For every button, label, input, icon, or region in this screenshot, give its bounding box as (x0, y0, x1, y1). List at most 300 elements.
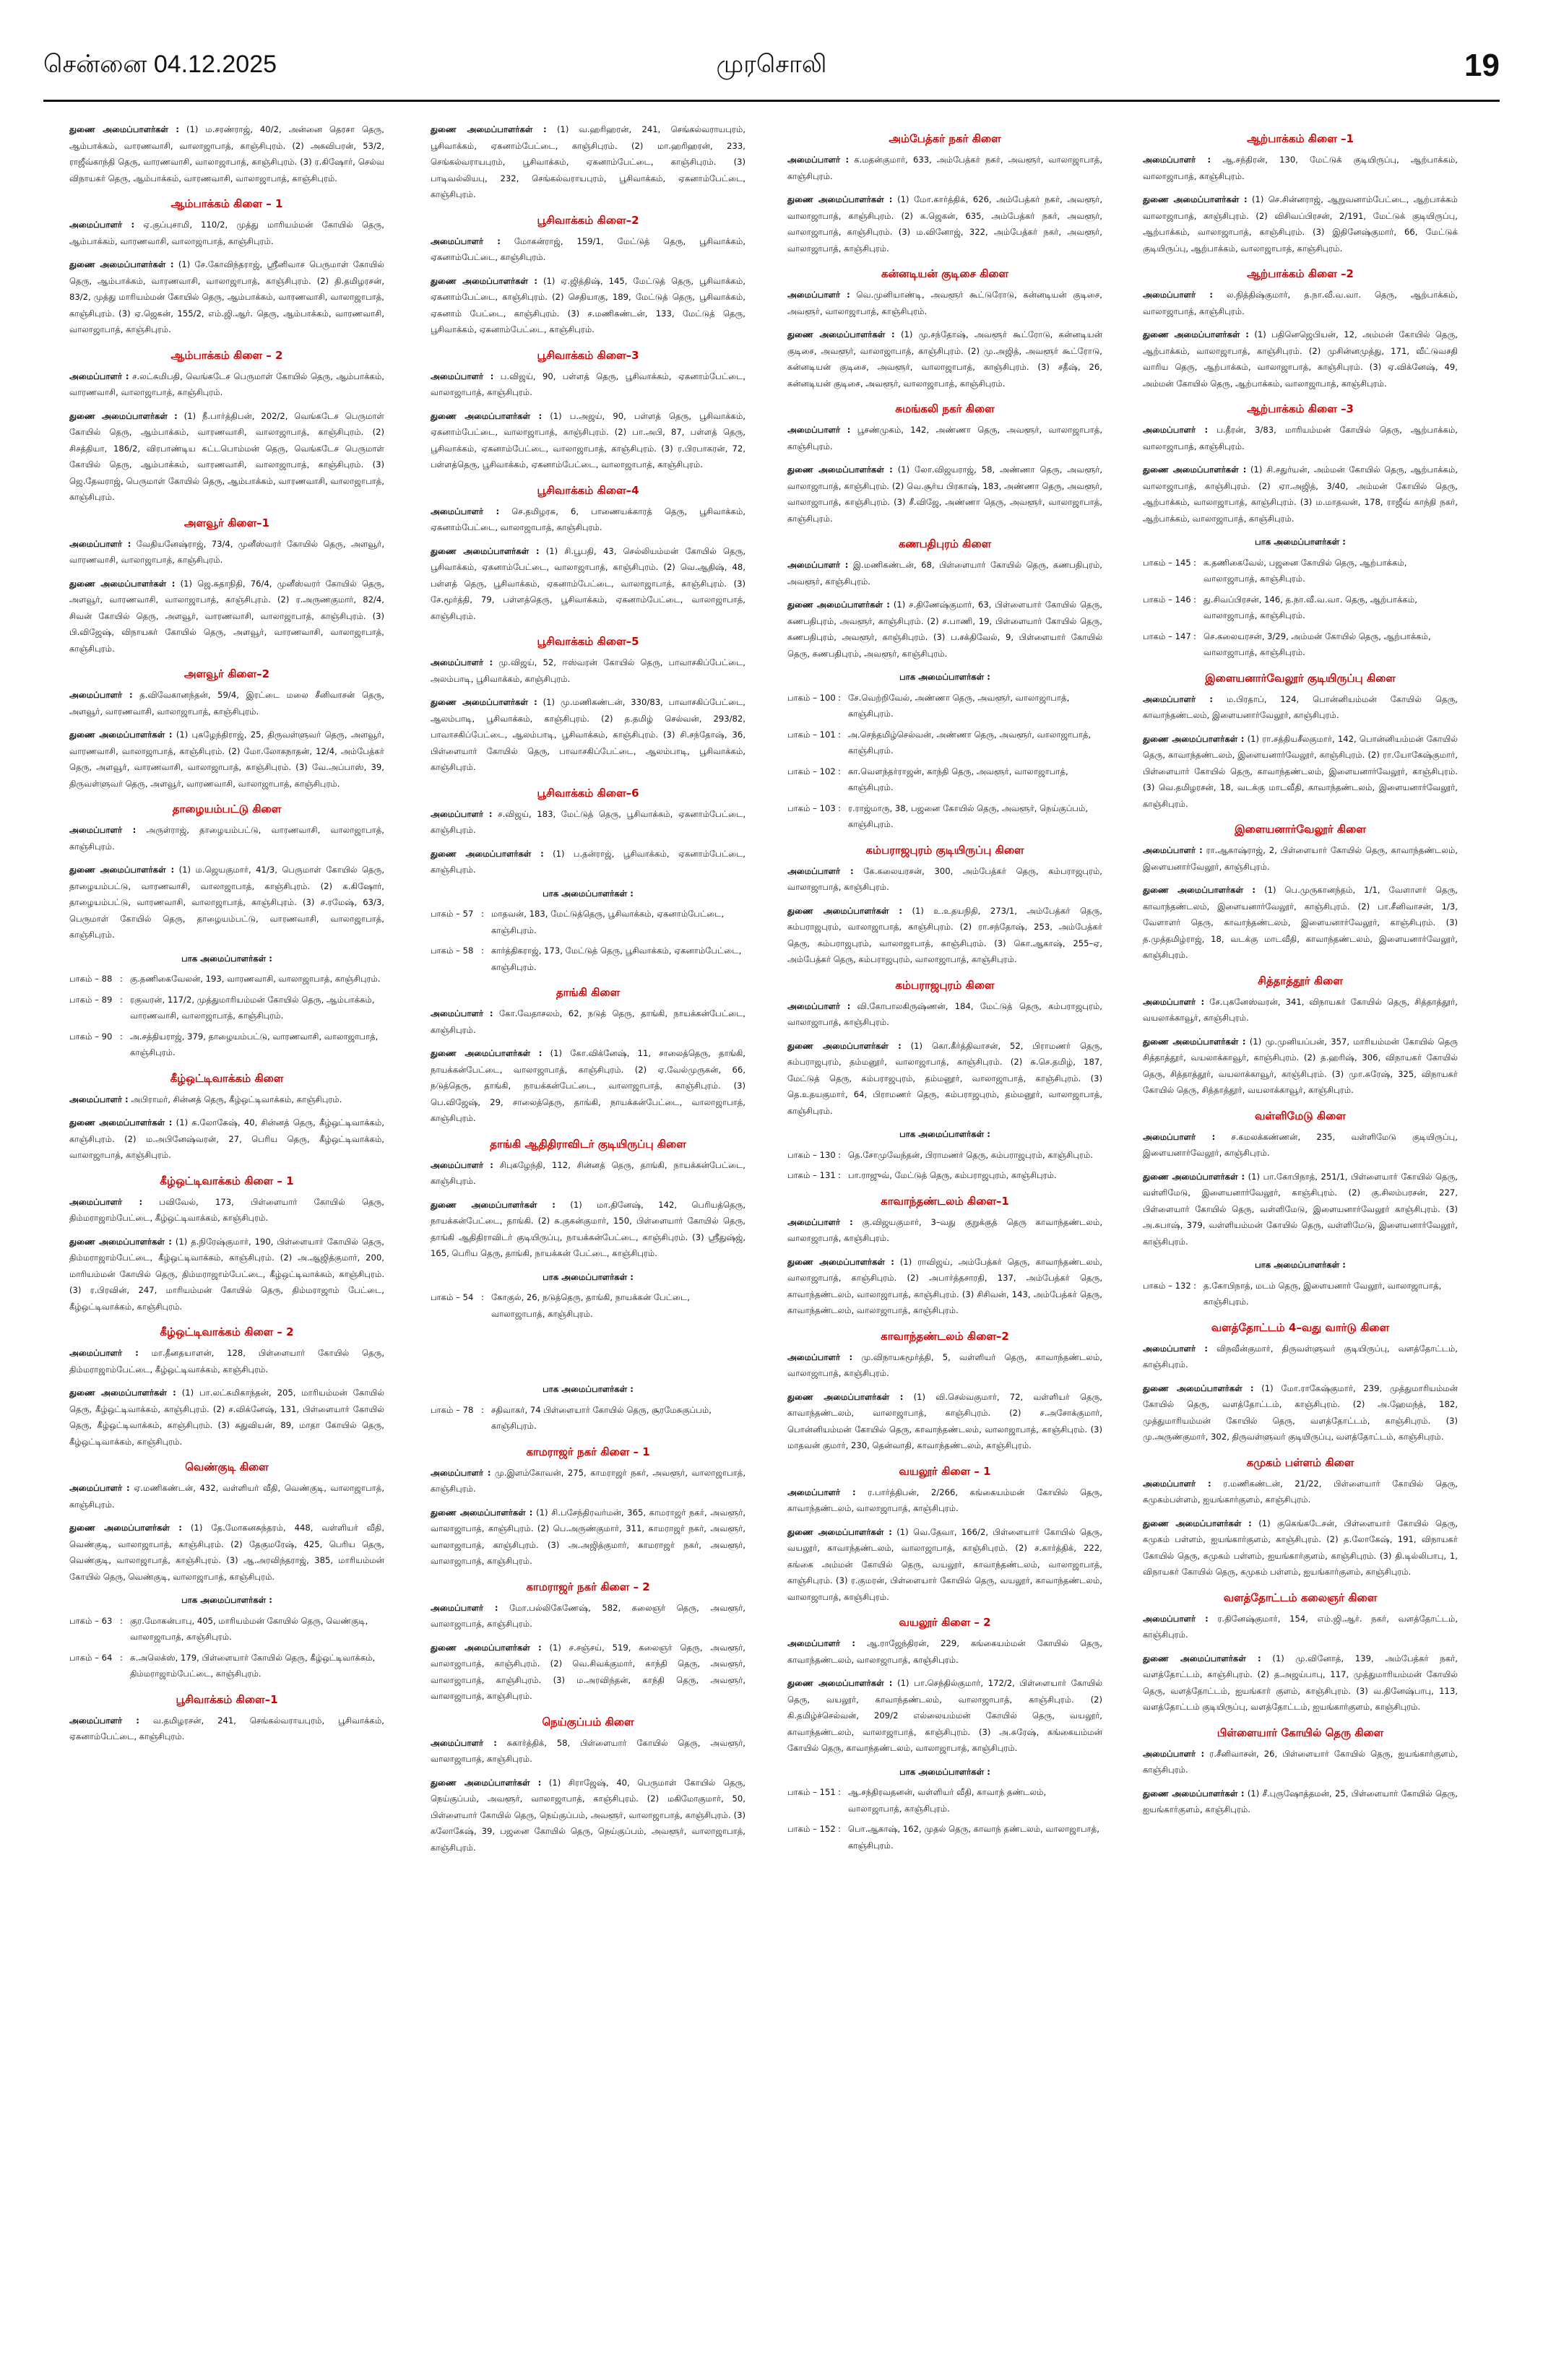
deputies-entry (1143, 191, 1458, 256)
deputies-label: துணை அமைப்பாளர்கள் : (787, 1256, 894, 1267)
part-row (69, 1613, 384, 1645)
deputies-text: (1) லோ.விஜயராஜ், 58, அண்ணா தெரு, அவளூர், வாலாஜாபாத், காஞ்சிபுரம். (2) வெ.சூர்ய பிரகாஷ், 183, அண்ணா தெரு, அவளூர், வாலாஜாபாத், காஞ்சிபுரம். (3) சீ.விஜே, அண்ணா தெரு, அவளூர், வாலாஜாபாத், காஞ்சிபுரம். (787, 464, 1102, 524)
deputies-label: துணை அமைப்பாளர்கள் : (787, 464, 893, 475)
branch-block (787, 1463, 1102, 1606)
branch-title: பூசிவாக்கம் கிளை–3 (537, 348, 639, 362)
organizer-label: அமைப்பாளர் : (431, 808, 493, 819)
part-number: பாகம் – 131 (787, 1170, 836, 1180)
deputies-text: (1) ஜெ.சுதாநிதி, 76/4, முனீஸ்வரர் கோயில் தெரு, அளவூர், வாரணவாசி, வாலாஜாபாத், காஞ்சிபுரம். (2) ர.அருணகுமார், 82/4, சிவன் கோயில் தெரு, அளவூர், வாரணவாசி, வாலாஜாபாத், காஞ்சிபுரம். (3) பி.விஜேஷ், விநாயகர் கோயில் தெரு, அளவூர், வாரணவாசி, வாலாஜாபாத், காஞ்சிபுரம். (69, 578, 384, 654)
deputies-label: துணை அமைப்பாளர்கள் : (431, 545, 540, 556)
deputies-label: துணை அமைப்பாளர்கள் : (1143, 194, 1248, 204)
deputies-entry (431, 1640, 745, 1705)
deputies-text: (1) கோ.விக்னேஷ், 11, சாலைத்தெரு, தாங்கி, நாயக்கன்பேட்டை, வாலாஜாபாத், காஞ்சிபுரம். (2) ஏ.வேல்முருகன், 66, நடுத்தெரு, தாங்கி, நாயக்கன்பேட்டை, வாலாஜாபாத், காஞ்சிபுரம். (3) பெ.விஜேஷ், 29, சாலைத்தெரு, தாங்கி, நாயக்கன்பேட்டை, வாலாஜாபாத், காஞ்சிபுரம். (431, 1048, 745, 1123)
deputies-entry (69, 576, 384, 657)
branch-block (787, 130, 1102, 256)
part-text: தெ.சோமுவேந்தன், பிராமணர் தெரு, கம்பராஜபுரம், காஞ்சிபுரம். (848, 1149, 1093, 1160)
deputies-label: துணை அமைப்பாளர்கள் : (69, 410, 178, 421)
organizer-text: மு.விஜய், 52, ஈஸ்வரன் கோயில் தெரு, பாவாசகிப்பேட்டை, அலம்பாடி, பூசிவாக்கம், காஞ்சிபுரம். (431, 657, 745, 684)
part-row (787, 690, 1102, 722)
deputies-entry (69, 1234, 384, 1315)
newspaper-name: முரசொலி (716, 51, 827, 78)
branch-block (1143, 670, 1458, 813)
part-row (1143, 1278, 1458, 1310)
deputies-text: (1) பதினெஜெபியன், 12, அம்மன் கோயில் தெரு, ஆற்பாக்கம், வாலாஜாபாத், காஞ்சிபுரம். (2) முசின்னமுத்து, 171, வீட்டுவசதி வாரிய தெரு, ஆற்பாக்கம், வாலாஜாபாத், காஞ்சிபுரம். (3) ஏ.விக்னேஷ், 49, அம்மன் கோயில் தெரு, ஆற்பாக்கம், வாலாஜாபாத், காஞ்சிபுரம். (1143, 329, 1458, 389)
deputies-entry (431, 408, 745, 473)
part-organizers-heading: பாக அமைப்பாளர்கள் : (543, 1271, 634, 1282)
deputies-text: (1) பெ.முருகானந்தம், 1/1, வேளாளர் தெரு, காவாந்தண்டலம், இளையனார்வேலூர், காஞ்சிபுரம். (2) பா.சீனிவாசன், 1/3, வேளாளர் தெரு, காவாந்தண்டலம், இளையனார்வேலூர், காஞ்சிபுரம். (3) த.முத்தமிழ்ராஜ், 18, வடக்கு மாடவீதி, காவாந்தண்டலம், இளையனார்வேலூர், காஞ்சிபுரம். (1143, 885, 1458, 960)
deputies-entry (787, 597, 1102, 662)
organizer-entry (69, 822, 384, 854)
part-text: கு.தணிகைவேலன், 193, வாரணவாசி, வாலாஜாபாத், காஞ்சிபுரம். (130, 974, 381, 984)
part-number: பாகம் – 130 (787, 1149, 836, 1160)
deputies-entry (787, 462, 1102, 527)
deputies-label: துணை அமைப்பாளர்கள் : (1143, 1788, 1245, 1799)
part-organizers-heading: பாக அமைப்பாளர்கள் : (1255, 537, 1346, 547)
part-row (431, 1289, 745, 1322)
part-row (787, 1147, 1102, 1164)
part-colon: : (838, 1170, 841, 1180)
organizer-text: ஏ.குப்புசாமி, 110/2, முத்து மாரியம்மன் கோயில் தெரு, ஆம்பாக்கம், வாரணவாசி, வாலாஜாபாத், காஞ்சிபுரம். (69, 220, 384, 246)
branch-block (431, 1713, 745, 1856)
branch-block (69, 1458, 384, 1682)
header-rule (43, 100, 1500, 102)
branch-title: கீழ்ஒட்டிவாக்கம் கிளை (170, 1071, 284, 1085)
organizer-text: விநவீன்குமார், திருவள்ளுவர் குடியிருப்பு, வளத்தோட்டம், காஞ்சிபுரம். (1143, 1343, 1458, 1369)
organizer-label: அமைப்பாளர் : (69, 1094, 129, 1104)
part-colon: : (1193, 1280, 1196, 1291)
deputies-entry (787, 326, 1102, 391)
organizer-label: அமைப்பாளர் : (69, 1715, 139, 1726)
deputies-entry (1143, 462, 1458, 527)
branch-block (431, 482, 745, 625)
deputies-entry (1143, 1786, 1458, 1818)
part-text: பா.ராஜுவ், மேட்டுத் தெரு, கம்பராஜபுரம், காஞ்சிபுரம். (848, 1170, 1057, 1180)
organizer-entry (787, 863, 1102, 896)
part-colon: : (838, 1149, 841, 1160)
deputies-text: (1) க.லோகேஷ், 40, சின்னத் தெரு, கீழ்ஒட்டிவாக்கம், காஞ்சிபுரம். (2) ம.அபினேஷ்வரன், 27, பெரிய தெரு, கீழ்ஒட்டிவாக்கம், வாலாஜாபாத், காஞ்சிபுரம். (69, 1117, 384, 1160)
deputies-label: துணை அமைப்பாளர்கள் : (69, 730, 173, 740)
branch-title: வள்ளிமேடு கிளை (1255, 1109, 1346, 1122)
part-number: பாகம் – 54 (431, 1292, 474, 1302)
part-number: பாகம் – 88 (69, 974, 113, 984)
deputies-label: துணை அமைப்பாளர்கள் : (431, 1777, 542, 1788)
deputies-text: (1) மா.தினேஷ், 142, பெரியத்தெரு, நாயக்கன்பேட்டை, தாங்கி. (2) சு.குகன்குமார், 150, பிள்ளையார் கோயில் தெரு, தாங்கி ஆதிதிராவிடர் குடியிருப்பு, நாயக்கன்பேட்டை, காஞ்சிபுரம். (3) ஸ்ரீதுஷ்ஜ், 165, பெரிய தெரு, தாங்கி, நாயக்கன் பேட்டை, காஞ்சிபுரம். (431, 1199, 745, 1258)
organizer-label: அமைப்பாளர் : (69, 1483, 130, 1493)
deputies-label: துணை அமைப்பாளர்கள் : (431, 410, 543, 421)
organizer-entry (431, 1600, 745, 1632)
deputies-label: துணை அமைப்பாளர்கள் : (1143, 1171, 1245, 1182)
organizer-entry (1143, 287, 1458, 319)
branch-title: கீழ்ஒட்டிவாக்கம் கிளை – 1 (160, 1174, 294, 1187)
part-colon: : (838, 1824, 841, 1834)
part-row (1143, 628, 1458, 661)
organizer-label: அமைப்பாளர் : (787, 1487, 856, 1497)
branch-title: கம்பராஜபுரம் குடியிருப்பு கிளை (865, 843, 1024, 857)
branch-block (431, 633, 745, 776)
branch-title: பூசிவாக்கம் கிளை–5 (537, 635, 639, 648)
organizer-text: சிபுகழேந்தி, 112, சின்னத் தெரு, தாங்கி, நாயக்கன்பேட்டை, காஞ்சிபுரம். (431, 1159, 745, 1186)
branch-title: ஆம்பாக்கம் கிளை – 1 (170, 197, 283, 210)
branch-block (69, 665, 384, 792)
organizer-label: அமைப்பாளர் : (69, 220, 135, 230)
part-number: பாகம் – 64 (69, 1652, 113, 1663)
deputies-entry (1143, 1650, 1458, 1715)
deputies-label: துணை அமைப்பாளர்கள் : (431, 275, 537, 286)
branch-block (787, 841, 1102, 968)
deputies-text: (1) புகழேந்திராஜ், 25, திருவள்ளுவர் தெரு, அளவூர், வாரணவாசி, வாலாஜாபாத், காஞ்சிபுரம். (2) மோ.லோகநாதன், 12/4, அம்பேத்கர் தெரு, அளவூர், வாரணவாசி, வாலாஜாபாத், காஞ்சிபுரம். (3) வே.அப்பாஸ், 39, திருவள்ளுவர் தெரு, அளவூர், வாரணவாசி, வாலாஜாபாத், காஞ்சிபுரம். (69, 730, 384, 789)
branch-title: பூசிவாக்கம் கிளை–2 (537, 213, 639, 227)
branch-title: பிள்ளையார் கோயில் தெரு கிளை (1216, 1726, 1384, 1739)
deputies-text: (1) ரா.சத்தியசீலகுமார், 142, பொன்னியம்மன் கோயில் தெரு, காவாந்தண்டலம், இளையனார்வேலூர், காஞ்சிபுரம். (2) ரா.யோகேஷ்குமார், பிள்ளையார் கோயில் தெரு, காவாந்தண்டலம், இளையனார்வேலூர், காஞ்சிபுரம். (3) வெ.தமிழரசன், 18, வடக்கு மாடவீதி, காவாந்தண்டலம், இளையனார்வேலூர், காஞ்சிபுரம். (1143, 733, 1458, 809)
part-number: பாகம் – 145 (1143, 557, 1191, 568)
branch-block (431, 121, 745, 203)
branch-title: கமுகம் பள்ளம் கிளை (1246, 1455, 1354, 1469)
organizer-entry (1143, 1476, 1458, 1508)
organizer-entry (69, 217, 384, 249)
part-text: அ.சத்தியராஜ், 379, தாழையம்பட்டு, வாரணவாசி, வாலாஜாபாத், காஞ்சிபுரம். (130, 1031, 379, 1057)
deputies-text: (1) ம.ஜெயகுமார், 41/3, பெருமாள் கோயில் தெரு, தாழையம்பட்டு, வாரணவாசி, வாலாஜாபாத், காஞ்சிபுரம். (2) க.கிஷோர், தாழையம்பட்டு, வாரணவாசி, வாலாஜாபாத், காஞ்சிபுரம். (3) ச.ரமேஷ், 63/3, பெருமாள் கோயில் தெரு, தாழையம்பட்டு, வாரணவாசி, வாலாஜாபாத், காஞ்சிபுரம். (69, 865, 384, 940)
branch-block (431, 212, 745, 338)
branch-title: சித்தாத்தூர் கிளை (1258, 974, 1343, 987)
part-number: பாகம் – 57 (431, 909, 474, 919)
deputies-label: துணை அமைப்பாளர்கள் : (431, 848, 544, 859)
organizer-label: அமைப்பாளர் : (1143, 693, 1213, 704)
deputies-label: துணை அமைப்பாளர்கள் : (69, 1388, 176, 1398)
organizer-text: கோ.வேதாசலம், 62, நடுத் தெரு, தாங்கி, நாயக்கன்பேட்டை, காஞ்சிபுரம். (431, 1008, 745, 1035)
organizer-text: மு.விநாயகமூர்த்தி, 5, வள்ளியர் தெரு, காவாந்தண்டலம், வாலாஜாபாத், காஞ்சிபுரம். (787, 1351, 1102, 1378)
deputies-text: (1) சிராஜேஷ், 40, பெருமாள் கோயில் தெரு, நெய்குப்பம், அவளூர், வாலாஜாபாத், காஞ்சிபுரம். (2) மகிமோகுமார், 50, பிள்ளையார் கோயில் தெரு, நெய்குப்பம், அவளூர், வாலாஜாபாத், காஞ்சிபுரம். (3) கலோகேஷ், 39, பஜனை கோயில் தெரு, நெய்குப்பம், அவளூர், வாலாஜாபாத், காஞ்சிபுரம். (431, 1777, 745, 1853)
organizer-text: செ.தமிழரசு, 6, பாணையக்காரத் தெரு, பூசிவாக்கம், ஏகனாம்பேட்டை, வாலாஜாபாத், காஞ்சிபுரம். (431, 506, 745, 532)
part-colon: : (481, 909, 484, 919)
organizer-text: மு.இளம்கோவன், 275, காமராஜர் நகர், அவளூர், வாலாஜாபாத், காஞ்சிபுரம். (431, 1467, 745, 1494)
deputies-text: (1) வ.ஹரிஹரன், 241, செங்கல்வராயபுரம், பூசிவாக்கம், ஏகனாம்பேட்டை, காஞ்சிபுரம். (2) மா.ஹரிஹரன், 233, செங்கல்வராயபுரம், பூசிவாக்கம், ஏகனாம்பேட்டை, காஞ்சிபுரம். (3) பாடிவல்லியபு, 232, செங்கல்வராயபுரம், பூசிவாக்கம், ஏகனாம்பேட்டை, காஞ்சிபுரம். (431, 124, 745, 199)
part-row (1143, 592, 1458, 624)
branch-title: பூசிவாக்கம் கிளை–6 (537, 786, 639, 800)
part-row (431, 943, 745, 975)
part-number: பாகம் – 151 (787, 1787, 836, 1797)
organizer-entry (1143, 842, 1458, 875)
part-row (69, 992, 384, 1024)
organizer-label: அமைப்பாளர் : (431, 1737, 497, 1748)
part-number: பாகம் – 90 (69, 1031, 113, 1042)
organizer-text: மோ.பல்லிகேணேஷ், 582, கலைஞர் தெரு, அவளூர், வாலாஜாபாத், காஞ்சிபுரம். (431, 1602, 745, 1629)
organizer-entry (787, 1214, 1102, 1247)
branch-block (431, 984, 745, 1127)
branch-block (431, 784, 745, 976)
part-colon: : (120, 1652, 123, 1663)
branch-block (1143, 1319, 1458, 1445)
deputies-text: (1) மு.மணிகண்டன், 330/83, பாவாசகிப்பேட்டை, ஆலம்பாடி, பூசிவாக்கம், காஞ்சிபுரம். (2) த.தமிழ் செல்வன், 293/82, பாவாசகிப்பேட்டை, ஆலம்பாடி, பூசிவாக்கம், காஞ்சிபுரம். (3) சி.சந்தோஷ், 36, பிள்ளையார் கோயில் தெரு, பாவாசகிப்பேட்டை, ஆலம்பாடி, பூசிவாக்கம், காஞ்சிபுரம். (431, 697, 745, 772)
deputies-label: துணை அமைப்பாளர்கள் : (69, 1523, 182, 1533)
deputies-entry (431, 694, 745, 776)
branch-block (787, 1193, 1102, 1319)
part-text: மாதவன், 183, மேட்டுத்தெரு, பூசிவாக்கம், ஏகனாம்பேட்டை, காஞ்சிபுரம். (491, 909, 725, 935)
organizer-entry (1143, 1611, 1458, 1643)
branch-title: ஆம்பாக்கம் கிளை – 2 (170, 348, 283, 362)
column-1 (69, 121, 384, 2353)
deputies-text: (1) ப.தன்ராஜ், பூசிவாக்கம், ஏகனாம்பேட்டை, காஞ்சிபுரம். (431, 848, 745, 875)
organizer-label: அமைப்பாளர் : (787, 1000, 851, 1011)
organizer-text: ர.பார்த்திபன், 2/266, கங்கையம்மன் கோயில் தெரு, காவாந்தண்டலம், வாலாஜாபாத், காஞ்சிபுரம். (787, 1487, 1102, 1513)
organizer-entry (69, 1091, 384, 1108)
part-colon: : (481, 1404, 484, 1415)
organizer-label: அமைப்பாளர் : (69, 538, 131, 549)
deputies-label: துணை அமைப்பாளர்கள் : (787, 1678, 893, 1688)
organizer-text: பூசண்முகம், 142, அண்ணா தெரு, அவளூர், வாலாஜாபாத், காஞ்சிபுரம். (787, 425, 1102, 451)
branch-title: வெண்குடி கிளை (185, 1461, 269, 1474)
branch-block (69, 1070, 384, 1164)
part-number: பாகம் – 152 (787, 1824, 836, 1834)
branch-block (1143, 1589, 1458, 1715)
deputies-entry (1143, 1034, 1458, 1099)
part-row (787, 800, 1102, 833)
deputies-entry (69, 1385, 384, 1450)
deputies-text: (1) வெ.தேவா, 166/2, பிள்ளையார் கோயில் தெரு, வயலூர், காவாந்தண்டலம், வாலாஜாபாத், காஞ்சிபுரம். (2) ச.கார்த்திக், 222, கங்கை அம்மன் கோயில் தெரு, வயலூர், காவாந்தண்டலம், வாலாஜாபாத், காஞ்சிபுரம். (3) ர.குமரன், பிள்ளையார் கோயில் தெரு, வயலூர், காவாந்தண்டலம், வாலாஜாபாத், காஞ்சிபுரம். (787, 1526, 1102, 1602)
organizer-label: அமைப்பாளர் : (787, 560, 849, 570)
branch-title: பூசிவாக்கம் கிளை–4 (537, 483, 639, 497)
deputies-entry (1143, 1169, 1458, 1250)
part-row (431, 906, 745, 938)
deputies-label: துணை அமைப்பாளர்கள் : (69, 124, 179, 134)
organizer-label: அமைப்பாளர் : (787, 1638, 855, 1648)
branch-block (1143, 130, 1458, 256)
branch-block (787, 400, 1102, 527)
part-number: பாகம் – 101 (787, 729, 836, 740)
organizer-text: ச.லட்சுமிபதி, வெங்கடேச பெருமாள் கோயில் தெரு, ஆம்பாக்கம், வாரணவாசி, வாலாஜாபாத், காஞ்சிபுரம். (69, 371, 384, 397)
deputies-entry (431, 1045, 745, 1127)
organizer-text: பவிவேல், 173, பிள்ளையார் கோயில் தெரு, திம்மராஜாம்பேட்டை, கீழ்ஒட்டிவாக்கம், காஞ்சிபுரம். (69, 1196, 384, 1223)
branch-title: சுமங்கலி நகர் கிளை (895, 402, 995, 415)
branch-block (69, 195, 384, 338)
deputies-text: (1) த.நிரேஷ்குமார், 190, பிள்ளையார் கோயில் தெரு, திம்மராஜாம்பேட்டை, கீழ்ஒட்டிவாக்கம், காஞ்சிபுரம். (2) அ.ஆஜித்குமார், 200, மாரியம்மன் கோயில் தெரு, திம்மராஜாம்பேட்டை, கீழ்ஒட்டிவாக்கம், காஞ்சிபுரம். (3) ர.பிரவின், 247, மாரியம்மன் கோயில் தெரு, திம்மராஜாம் பேட்டை, கீழ்ஒட்டிவாக்கம், காஞ்சிபுரம். (69, 1236, 384, 1312)
organizer-label: அமைப்பாளர் : (1143, 1131, 1216, 1142)
part-organizers-heading: பாக அமைப்பாளர்கள் : (899, 672, 990, 682)
organizer-text: கு.விஜயகுமார், 3–வது குறுக்குத் தெரு காவாந்தண்டலம், வாலாஜாபாத், காஞ்சிபுரம். (787, 1216, 1102, 1243)
part-number: பாகம் – 58 (431, 945, 474, 956)
branch-block (787, 1614, 1102, 1853)
organizer-entry (787, 998, 1102, 1031)
part-row (69, 971, 384, 987)
organizer-label: அமைப்பாளர் : (431, 1467, 491, 1478)
deputies-label: துணை அமைப்பாளர்கள் : (1143, 733, 1245, 744)
masthead (43, 48, 1500, 94)
part-number: பாகம் – 103 (787, 802, 836, 813)
part-number: பாகம் – 89 (69, 994, 113, 1005)
deputies-entry (69, 1520, 384, 1585)
deputies-text: (1) மோ.ராகேஷ்குமார், 239, முத்துமாரியம்மன் கோயில் தெரு, வளத்தோட்டம், காஞ்சிபுரம். (2) அ.ஹேமந்த், 182, முத்துமாரியம்மன் கோயில் தெரு, வளத்தோட்டம், காஞ்சிபுரம். (3) மு.அருண்குமார், 302, திருவள்ளுவர் குடியிருப்பு, வளத்தோட்டம், காஞ்சிபுரம். (1143, 1382, 1458, 1442)
part-row (787, 1784, 1102, 1817)
organizer-label: அமைப்பாளர் : (787, 865, 854, 876)
branch-title: வளத்தோட்டம் 4–வது வார்டு கிளை (1211, 1320, 1390, 1334)
deputies-label: துணை அமைப்பாளர்கள் : (69, 1236, 172, 1247)
organizer-label: அமைப்பாளர் : (787, 1216, 853, 1227)
column-3 (787, 121, 1102, 2353)
organizer-entry (69, 687, 384, 719)
part-text: கா.வெளந்தர்ராஜன், காந்தி தெரு, அவளூர், வாலாஜாபாத், காஞ்சிபுரம். (848, 766, 1068, 792)
organizer-label: அமைப்பாளர் : (1143, 155, 1211, 165)
deputies-label: துணை அமைப்பாளர்கள் : (787, 1526, 892, 1537)
organizer-label: அமைப்பாளர் : (1143, 996, 1205, 1007)
organizer-text: ச.கமலக்கண்ணன், 235, வள்ளிமேடு குடியிருப்பு, இளையனார்வேலூர், காஞ்சிபுரம். (1143, 1131, 1458, 1158)
deputies-entry (1143, 1515, 1458, 1580)
deputies-entry (69, 408, 384, 506)
organizer-label: அமைப்பாளர் : (431, 506, 500, 516)
deputies-label: துணை அமைப்பாளர்கள் : (69, 578, 176, 589)
deputies-entry (1143, 882, 1458, 964)
organizer-label: அமைப்பாளர் : (431, 1159, 493, 1170)
part-text: த.கோபிநாத், மடம் தெரு, இளையனார் வேலூர், வாலாஜாபாத், காஞ்சிபுரம். (1203, 1280, 1442, 1307)
issue-date: சென்னை 04.12.2025 (43, 51, 277, 78)
part-row (69, 1650, 384, 1682)
organizer-entry (1143, 152, 1458, 184)
deputies-entry (1143, 731, 1458, 813)
organizer-label: அமைப்பாளர் : (69, 825, 137, 835)
organizer-entry (69, 536, 384, 568)
part-colon: : (120, 974, 123, 984)
organizer-entry (1143, 1129, 1458, 1161)
deputies-entry (69, 862, 384, 943)
deputies-label: துணை அமைப்பாளர்கள் : (1143, 1653, 1261, 1663)
deputies-text: (1) ஏ.ஜித்திஷ், 145, மேட்டுத் தெரு, பூசிவாக்கம், ஏகனாம்பேட்டை, காஞ்சிபுரம். (2) செதியாகு, 189, மேட்டுத் தெரு, பூசிவாக்கம், ஏகனாம் பேட்டை, காஞ்சிபுரம். (3) ச.மணிகண்டன், 133, மேட்டுத் தெரு, பூசிவாக்கம், ஏகனாம்பேட்டை, காஞ்சிபுரம். (431, 275, 745, 334)
part-text: து.சிவப்பிரசன், 146, த.நா.வீ.வ.வா. தெரு, ஆற்பாக்கம், வாலாஜாபாத், காஞ்சிபுரம். (1203, 594, 1417, 620)
branch-title: அளவூர் கிளை–2 (183, 667, 270, 680)
branch-block (69, 347, 384, 506)
branch-title: தாங்கி கிளை (556, 986, 621, 999)
organizer-label: அமைப்பாளர் : (1143, 290, 1213, 300)
part-organizers-heading: பாக அமைப்பாளர்கள் : (181, 953, 272, 964)
deputies-label: துணை அமைப்பாளர்கள் : (69, 865, 175, 875)
part-colon: : (120, 1615, 123, 1626)
deputies-label: துணை அமைப்பாளர்கள் : (787, 600, 890, 610)
column-4 (1143, 121, 1458, 2353)
deputies-label: துணை அமைப்பாளர்கள் : (787, 1391, 904, 1402)
deputies-entry (69, 256, 384, 338)
part-text: சு.அலெக்ஸ், 179, பிள்ளையார் கோயில் தெரு, கீழ்ஒட்டிவாக்கம், திம்மராஜாம்பேட்டை, காஞ்சிபுரம். (130, 1652, 376, 1679)
branch-block (787, 265, 1102, 391)
organizer-entry (431, 1465, 745, 1497)
branch-block (69, 1691, 384, 1745)
organizer-label: அமைப்பாளர் : (69, 371, 129, 381)
deputies-text: (1) ம.சரண்ராஜ், 40/2, அன்னை தெரசா தெரு, ஆம்பாக்கம், வாரணவாசி, வாலாஜாபாத், காஞ்சிபுரம். (2) அகவிபரன், 53/2, ராஜீவ்காந்தி தெரு, வாரணவாசி, வாலாஜாபாத், காஞ்சிபுரம். (3) ர.கிஷோர், செல்வ விநாயகர் தெரு, ஆம்பாக்கம், வாரணவாசி, வாலாஜாபாத், காஞ்சிபுரம். (69, 124, 384, 183)
deputies-text: (1) உ.உதயநிதி, 273/1, அம்பேத்கர் தெரு, கம்பராஜபுரம், வாலாஜாபாத், காஞ்சிபுரம். (2) ரா.சந்தோஷ், 253, அம்பேத்கர் தெரு, கம்பராஜபுரம், வாலாஜாபாத், காஞ்சிபுரம். (3) கொ.ஆகாஷ், 255–ஏ, அம்பேத்கர் தெரு, கம்பராஜபுரம், வாலாஜாபாத், காஞ்சிபுரம். (787, 905, 1102, 964)
part-organizers-heading: பாக அமைப்பாளர்கள் : (181, 1595, 272, 1605)
spacer (431, 1326, 745, 1377)
deputies-entry (431, 273, 745, 338)
organizer-label: அமைப்பாளர் : (1143, 425, 1209, 435)
deputies-text: (1) சி.பசேந்திரவர்மன், 365, காமராஜர் நகர், அவளூர், வாலாஜாபாத், காஞ்சிபுரம். (2) பெ.அருண்குமார், 311, காமராஜர் நகர், அவளூர், வாலாஜாபாத், காஞ்சிபுரம். (3) அ.அஜித்குமார், காமராஜர் நகர், அவளூர், வாலாஜாபாத், காஞ்சிபுரம். (431, 1507, 745, 1566)
branch-title: கணபதிபுரம் கிளை (898, 537, 992, 550)
organizer-label: அமைப்பாளர் : (431, 1008, 493, 1018)
part-number: பாகம் – 102 (787, 766, 836, 776)
part-row (787, 1821, 1102, 1853)
organizer-entry (787, 152, 1102, 184)
organizer-label: அமைப்பாளர் : (1143, 845, 1203, 855)
branch-block (787, 535, 1102, 833)
part-colon: : (838, 729, 841, 740)
organizer-entry (787, 1484, 1102, 1517)
deputies-text: (1) ராவிஜய், அம்பேத்கர் தெரு, காவாந்தண்டலம், வாலாஜாபாத், காஞ்சிபுரம். (2) அபார்த்தசாரதி, 137, அம்பேத்கர் தெரு, காவாந்தண்டலம், வாலாஜாபாத், காஞ்சிபுரம். (3) சிசிவன், 143, அம்பேத்கர் தெரு, காவாந்தண்டலம், வாலாஜாபாத், காஞ்சிபுரம். (787, 1256, 1102, 1315)
part-row (787, 1167, 1102, 1184)
deputies-text: (1) சே.கோவிந்தராஜ், ஸ்ரீனிவாச பெருமாள் கோயில் தெரு, ஆம்பாக்கம், வாரணவாசி, வாலாஜாபாத், காஞ்சிபுரம். (2) தி.தமிழரசன், 83/2, முத்து மாரியம்மன் கோயில் தெரு, ஆம்பாக்கம், வாரணவாசி, வாலாஜாபாத், காஞ்சிபுரம். (3) ஏ.ஜெகன், 155/2, எம்.ஜி.ஆர். தெரு, ஆம்பாக்கம், வாரணவாசி, வாலாஜாபாத், காஞ்சிபுரம். (69, 259, 384, 334)
column-2 (431, 121, 745, 2353)
branch-block (69, 1323, 384, 1450)
branch-block (1143, 1454, 1458, 1580)
organizer-text: மோகன்ராஜ், 159/1, மேட்டுத் தெரு, பூசிவாக்கம், ஏகனாம்பேட்டை, காஞ்சிபுரம். (431, 235, 745, 262)
organizer-text: ல.நித்திஷ்குமார், த.நா.வீ.வ.வா. தெரு, ஆற்பாக்கம், வாலாஜாபாத், காஞ்சிபுரம். (1143, 290, 1458, 316)
deputies-entry (787, 1038, 1102, 1120)
organizer-label: அமைப்பாளர் : (69, 1348, 139, 1358)
deputies-label: துணை அமைப்பாளர்கள் : (431, 1642, 542, 1653)
part-row (787, 727, 1102, 759)
organizer-entry (431, 806, 745, 839)
branch-title: காமராஜர் நகர் கிளை – 2 (526, 1580, 650, 1593)
organizer-label: அமைப்பாளர் : (1143, 1748, 1205, 1759)
deputies-entry (431, 846, 745, 878)
deputies-text: (1) மு.முனியப்பன், 357, மாரியம்மன் கோயில் தெரு சித்தாத்தூர், வயலாக்காவூர், காஞ்சிபுரம். (2) த.ஹரிஷ், 306, விநாயகர் கோயில் தெரு, சித்தாத்தூர், வயலாக்காவூர், காஞ்சிபுரம். (3) முா.சுரேஷ், 325, விநாயகர் கோயில் தெரு, சித்தாத்தூர், வயலாக்காவூர், காஞ்சிபுரம். (1143, 1036, 1458, 1095)
organizer-entry (69, 1713, 384, 1745)
deputies-entry (1143, 326, 1458, 391)
branch-title: ஆற்பாக்கம் கிளை –1 (1247, 132, 1354, 145)
part-number: பாகம் – 147 (1143, 631, 1191, 641)
organizer-label: அமைப்பாளர் : (787, 155, 850, 165)
branch-block (69, 800, 384, 1061)
organizer-label: அமைப்பாளர் : (69, 690, 133, 700)
deputies-entry (787, 903, 1102, 968)
deputies-label: துணை அமைப்பாளர்கள் : (431, 1048, 543, 1058)
branch-block (431, 347, 745, 473)
organizer-entry (1143, 1746, 1458, 1778)
branch-title: அம்பேத்கர் நகர் கிளை (889, 132, 1001, 145)
deputies-label: துணை அமைப்பாளர்கள் : (1143, 1518, 1252, 1528)
deputies-entry (431, 543, 745, 625)
part-number: பாகம் – 132 (1143, 1280, 1191, 1291)
organizer-text: ஆ.ராஜேந்திரன், 229, கங்கையம்மன் கோயில் தெரு, காவாந்தண்டலம், வாலாஜாபாத், காஞ்சிபுரம். (787, 1638, 1102, 1665)
organizer-entry (787, 1349, 1102, 1382)
deputies-entry (69, 1115, 384, 1164)
part-text: அ.செந்தமிழ்செல்வன், அண்ணா தெரு, அவளூர், வாலாஜாபாத், காஞ்சிபுரம். (848, 729, 1092, 756)
part-colon: : (1193, 557, 1196, 568)
part-row (787, 763, 1102, 796)
organizer-text: ஏ.மணிகண்டன், 432, வள்ளியர் வீதி, வெண்குடி, வாலாஜாபாத், காஞ்சிபுரம். (69, 1483, 384, 1510)
deputies-text: (1) தே.மோகனசுந்தரம், 448, வள்ளியர் வீதி, வெண்குடி, வாலாஜாபாத், காஞ்சிபுரம். (2) தேகுமரேஷ், 425, பெரிய தெரு, வெண்குடி, வாலாஜாபாத், காஞ்சிபுரம். (3) ஆ.அரவிந்தராஜ், 385, மாரியம்மன் கோயில் தெரு, வெண்குடி, வாலாஜாபாத், காஞ்சிபுரம். (69, 1523, 384, 1582)
branch-block (1143, 400, 1458, 661)
branch-title: ஆற்பாக்கம் கிளை –2 (1247, 267, 1354, 280)
branch-title: ஆற்பாக்கம் கிளை –3 (1247, 402, 1354, 415)
part-row (1143, 555, 1458, 587)
branch-block (431, 1326, 745, 1435)
part-colon: : (838, 802, 841, 813)
organizer-label: அமைப்பாளர் : (431, 235, 501, 246)
deputies-label: துணை அமைப்பாளர்கள் : (69, 1117, 173, 1128)
deputies-text: (1) நீ.பார்த்திபன், 202/2, வெங்கடேச பெருமாள் கோயில் தெரு, ஆம்பாக்கம், வாரணவாசி, வாலாஜாபாத், காஞ்சிபுரம். (2) சிசத்தியா, 186/2, விரபாண்டிய கட்டபொம்மன் தெரு, வெங்கடேச பெருமாள் கோயில் தெரு, ஆம்பாக்கம், வாரணவாசி, வாலாஜாபாத், காஞ்சிபுரம். (3) ஜெ.தேவராஜ், பெருமாள் கோயில் தெரு, ஆம்பாக்கம், வாரணவாசி, வாலாஜாபாத், காஞ்சிபுரம். (69, 410, 384, 502)
organizer-entry (431, 1157, 745, 1190)
organizer-label: அமைப்பாளர் : (431, 1602, 498, 1613)
deputies-label: துணை அமைப்பாளர்கள் : (1143, 1036, 1246, 1047)
deputies-text: (1) சீ.புருஷோத்தமன், 25, பிள்ளையார் கோயில் தெரு, ஐயங்கார்குளம், காஞ்சிபுரம். (1143, 1788, 1458, 1814)
deputies-label: துணை அமைப்பாளர்கள் : (787, 905, 902, 916)
deputies-label: துணை அமைப்பாளர்கள் : (787, 1040, 902, 1051)
organizer-text: ச.விஜய், 183, மேட்டுத் தெரு, பூசிவாக்கம், ஏகனாம்பேட்டை, காஞ்சிபுரம். (431, 808, 745, 835)
organizer-text: சுகார்த்திக், 58, பிள்ளையார் கோயில் தெரு, அவளூர், வாலாஜாபாத், காஞ்சிபுரம். (431, 1737, 745, 1764)
part-colon: : (838, 766, 841, 776)
deputies-text: (1) குகெங்கடேசன், பிள்ளையார் கோயில் தெரு, கமுகம் பள்ளம், ஐயங்கார்குளம், காஞ்சிபுரம். (2) த.லோகேஷ், 191, விநாயகர் கோயில் தெரு, கமுகம் பள்ளம், ஐயங்கார்குளம், காஞ்சிபுரம். (3) தி.டில்லிபாபு, 1, விநாயகர் கோயில் தெரு, கமுகம் பள்ளம், ஐயங்கார்குளம், காஞ்சிபுரம். (1143, 1518, 1458, 1577)
organizer-entry (1143, 422, 1458, 454)
branch-block (1143, 1107, 1458, 1310)
organizer-label: அமைப்பாளர் : (787, 425, 851, 435)
deputies-entry (787, 1389, 1102, 1454)
deputies-entry (69, 121, 384, 186)
branch-block (787, 1328, 1102, 1454)
